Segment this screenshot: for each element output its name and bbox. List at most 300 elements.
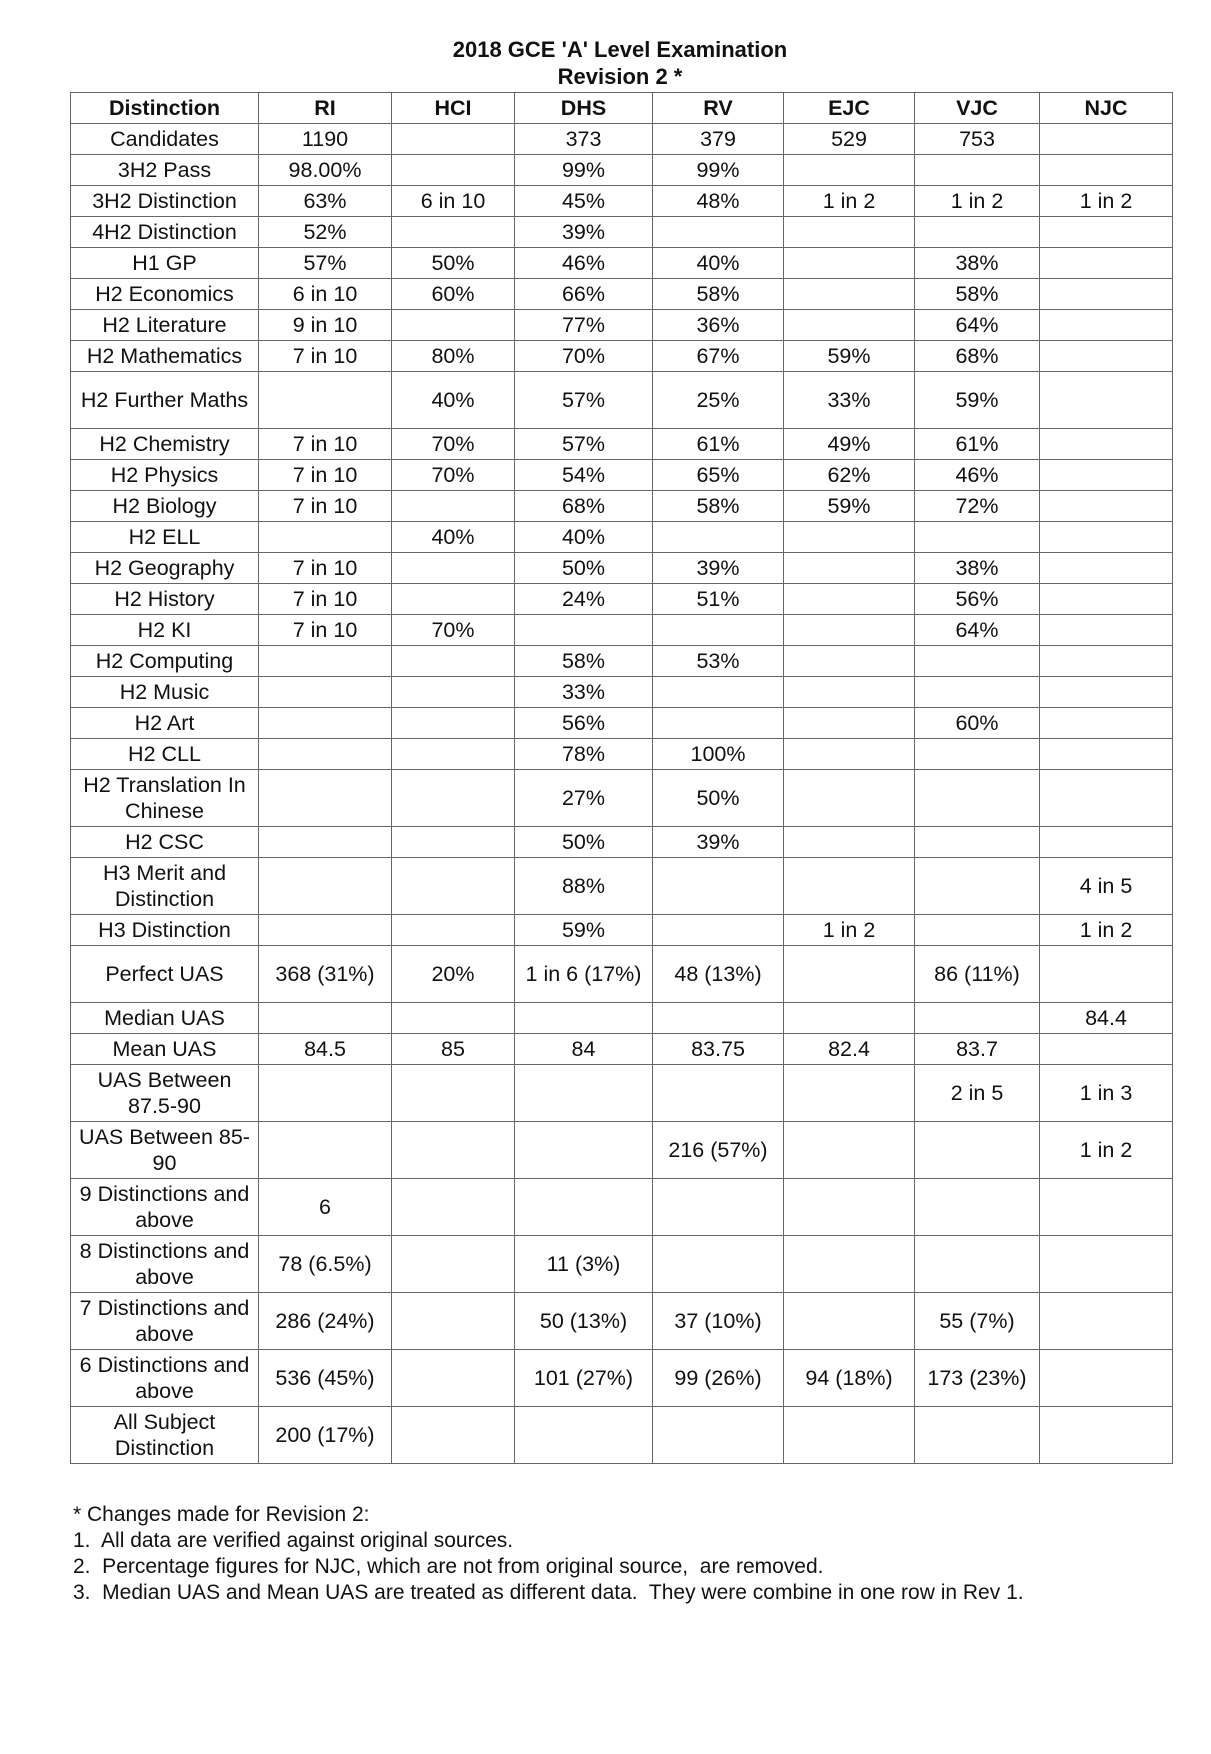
table-cell: [392, 1293, 515, 1350]
table-cell: [915, 646, 1040, 677]
row-label: H2 CSC: [71, 827, 259, 858]
row-label: H2 Physics: [71, 460, 259, 491]
table-cell: [1040, 1350, 1173, 1407]
table-cell: 6 in 10: [259, 279, 392, 310]
table-cell: [392, 1065, 515, 1122]
table-cell: [1040, 584, 1173, 615]
table-cell: 59%: [784, 341, 915, 372]
row-label: H2 Further Maths: [71, 372, 259, 429]
table-cell: 80%: [392, 341, 515, 372]
table-cell: 63%: [259, 186, 392, 217]
table-row: [71, 341, 1173, 372]
column-header-ri: RI: [259, 93, 392, 124]
table-cell: [515, 1003, 653, 1034]
table-cell: 7 in 10: [259, 553, 392, 584]
table-cell: 45%: [515, 186, 653, 217]
table-cell: 72%: [915, 491, 1040, 522]
table-cell: [784, 1122, 915, 1179]
table-cell: 1 in 2: [784, 186, 915, 217]
table-cell: [392, 155, 515, 186]
table-cell: [915, 739, 1040, 770]
table-cell: [653, 1236, 784, 1293]
table-cell: 200 (17%): [259, 1407, 392, 1464]
table-cell: 70%: [392, 460, 515, 491]
table-row: [71, 124, 1173, 155]
table-cell: 6: [259, 1179, 392, 1236]
table-row: [71, 1122, 1173, 1179]
table-cell: [653, 677, 784, 708]
table-cell: 37 (10%): [653, 1293, 784, 1350]
table-cell: [1040, 646, 1173, 677]
table-cell: [392, 1236, 515, 1293]
document-subtitle: Revision 2 *: [557, 64, 683, 89]
note-item: 3. Median UAS and Mean UAS are treated as different data. They were combine in one row in Rev 1.: [73, 1581, 1024, 1604]
table-cell: 100%: [653, 739, 784, 770]
table-cell: [1040, 460, 1173, 491]
table-cell: 57%: [515, 429, 653, 460]
table-cell: 86 (11%): [915, 946, 1040, 1003]
table-cell: 2 in 5: [915, 1065, 1040, 1122]
row-label: 9 Distinctions and above: [71, 1179, 259, 1236]
row-label: 3H2 Distinction: [71, 186, 259, 217]
note-item: 1. All data are verified against original sources.: [73, 1529, 514, 1552]
table-cell: [392, 584, 515, 615]
table-cell: 50%: [515, 553, 653, 584]
table-cell: 55 (7%): [915, 1293, 1040, 1350]
table-cell: 36%: [653, 310, 784, 341]
table-cell: 1 in 2: [784, 915, 915, 946]
table-cell: [392, 1122, 515, 1179]
table-cell: 50%: [653, 770, 784, 827]
table-cell: [392, 310, 515, 341]
table-cell: 99%: [653, 155, 784, 186]
table-cell: [392, 770, 515, 827]
table-cell: [784, 155, 915, 186]
table-cell: 99%: [515, 155, 653, 186]
table-cell: 40%: [392, 522, 515, 553]
table-cell: 67%: [653, 341, 784, 372]
table-cell: 83.7: [915, 1034, 1040, 1065]
table-row: [71, 186, 1173, 217]
table-cell: [259, 915, 392, 946]
table-cell: [915, 858, 1040, 915]
table-cell: [784, 279, 915, 310]
table-cell: [392, 217, 515, 248]
table-cell: 48 (13%): [653, 946, 784, 1003]
table-cell: 173 (23%): [915, 1350, 1040, 1407]
table-cell: [1040, 279, 1173, 310]
row-label: H2 Literature: [71, 310, 259, 341]
table-cell: 50%: [392, 248, 515, 279]
table-cell: 33%: [784, 372, 915, 429]
column-header-dhs: DHS: [515, 93, 653, 124]
table-cell: 49%: [784, 429, 915, 460]
table-cell: [784, 522, 915, 553]
column-header-njc: NJC: [1040, 93, 1173, 124]
row-label: H2 History: [71, 584, 259, 615]
table-cell: [915, 522, 1040, 553]
table-cell: [784, 1293, 915, 1350]
table-cell: 373: [515, 124, 653, 155]
row-label: H2 ELL: [71, 522, 259, 553]
table-cell: 48%: [653, 186, 784, 217]
table-cell: 52%: [259, 217, 392, 248]
table-cell: [915, 217, 1040, 248]
table-row: [71, 1179, 1173, 1236]
table-cell: [915, 827, 1040, 858]
row-label: 4H2 Distinction: [71, 217, 259, 248]
table-cell: [392, 827, 515, 858]
row-label: UAS Between 87.5-90: [71, 1065, 259, 1122]
table-cell: [653, 1407, 784, 1464]
table-cell: 7 in 10: [259, 341, 392, 372]
document-title: 2018 GCE 'A' Level Examination: [452, 37, 788, 62]
table-row: [71, 584, 1173, 615]
table-cell: [515, 1065, 653, 1122]
table-cell: [1040, 341, 1173, 372]
table-cell: [1040, 827, 1173, 858]
row-label: Mean UAS: [71, 1034, 259, 1065]
row-label: H2 Chemistry: [71, 429, 259, 460]
table-cell: 7 in 10: [259, 615, 392, 646]
row-label: H2 CLL: [71, 739, 259, 770]
table-row: [71, 155, 1173, 186]
table-cell: [1040, 553, 1173, 584]
table-cell: 1190: [259, 124, 392, 155]
table-cell: [653, 915, 784, 946]
table-cell: [784, 615, 915, 646]
table-cell: [915, 770, 1040, 827]
table-cell: [392, 739, 515, 770]
table-cell: [259, 1003, 392, 1034]
row-label: UAS Between 85-90: [71, 1122, 259, 1179]
table-cell: [784, 584, 915, 615]
table-cell: [259, 372, 392, 429]
table-row: [71, 1034, 1173, 1065]
row-label: 3H2 Pass: [71, 155, 259, 186]
table-cell: [1040, 491, 1173, 522]
table-cell: 6 in 10: [392, 186, 515, 217]
column-header-hci: HCI: [392, 93, 515, 124]
results-table: [70, 92, 1173, 1464]
table-cell: 64%: [915, 615, 1040, 646]
table-cell: [259, 827, 392, 858]
table-cell: 58%: [515, 646, 653, 677]
table-cell: 24%: [515, 584, 653, 615]
table-cell: 7 in 10: [259, 491, 392, 522]
table-row: [71, 1293, 1173, 1350]
table-cell: 536 (45%): [259, 1350, 392, 1407]
table-cell: [784, 553, 915, 584]
table-cell: 57%: [515, 372, 653, 429]
table-cell: [915, 1236, 1040, 1293]
row-label: 7 Distinctions and above: [71, 1293, 259, 1350]
table-cell: [784, 310, 915, 341]
table-row: [71, 827, 1173, 858]
table-cell: 84.4: [1040, 1003, 1173, 1034]
table-row: [71, 372, 1173, 429]
table-cell: 78 (6.5%): [259, 1236, 392, 1293]
table-cell: [392, 1003, 515, 1034]
table-cell: [784, 858, 915, 915]
row-label: H2 Translation In Chinese: [71, 770, 259, 827]
table-cell: 84.5: [259, 1034, 392, 1065]
table-cell: 1 in 2: [915, 186, 1040, 217]
table-cell: 59%: [784, 491, 915, 522]
table-cell: [915, 915, 1040, 946]
table-cell: 39%: [653, 827, 784, 858]
table-cell: 64%: [915, 310, 1040, 341]
table-cell: 53%: [653, 646, 784, 677]
table-cell: 82.4: [784, 1034, 915, 1065]
table-cell: 70%: [515, 341, 653, 372]
table-cell: [259, 522, 392, 553]
row-label: 8 Distinctions and above: [71, 1236, 259, 1293]
row-label: H2 Economics: [71, 279, 259, 310]
table-cell: [784, 248, 915, 279]
table-cell: [1040, 522, 1173, 553]
table-cell: 78%: [515, 739, 653, 770]
table-cell: 57%: [259, 248, 392, 279]
table-row: [71, 217, 1173, 248]
table-cell: 59%: [515, 915, 653, 946]
table-cell: [1040, 155, 1173, 186]
table-cell: [1040, 429, 1173, 460]
table-cell: 4 in 5: [1040, 858, 1173, 915]
table-cell: 98.00%: [259, 155, 392, 186]
table-cell: [259, 1122, 392, 1179]
table-cell: [653, 708, 784, 739]
table-row: [71, 946, 1173, 1003]
table-cell: 56%: [915, 584, 1040, 615]
table-row: [71, 460, 1173, 491]
table-cell: 68%: [915, 341, 1040, 372]
table-cell: 70%: [392, 615, 515, 646]
table-cell: [259, 770, 392, 827]
table-cell: 65%: [653, 460, 784, 491]
table-row: [71, 310, 1173, 341]
table-row: [71, 522, 1173, 553]
table-cell: [392, 677, 515, 708]
table-cell: 50%: [515, 827, 653, 858]
row-label: H2 Biology: [71, 491, 259, 522]
row-label: H2 KI: [71, 615, 259, 646]
table-row: [71, 739, 1173, 770]
table-cell: [784, 1179, 915, 1236]
table-cell: [392, 915, 515, 946]
table-cell: 286 (24%): [259, 1293, 392, 1350]
table-cell: [392, 646, 515, 677]
table-cell: 60%: [915, 708, 1040, 739]
table-row: [71, 615, 1173, 646]
row-label: All Subject Distinction: [71, 1407, 259, 1464]
table-cell: [392, 553, 515, 584]
table-cell: 33%: [515, 677, 653, 708]
table-cell: 20%: [392, 946, 515, 1003]
table-cell: 11 (3%): [515, 1236, 653, 1293]
table-cell: [784, 677, 915, 708]
table-cell: 50 (13%): [515, 1293, 653, 1350]
table-cell: [653, 858, 784, 915]
table-cell: [784, 1236, 915, 1293]
table-cell: [784, 827, 915, 858]
table-cell: 61%: [915, 429, 1040, 460]
table-cell: 60%: [392, 279, 515, 310]
table-cell: 379: [653, 124, 784, 155]
table-row: [71, 279, 1173, 310]
table-cell: 40%: [653, 248, 784, 279]
table-cell: [1040, 1236, 1173, 1293]
table-cell: 66%: [515, 279, 653, 310]
table-row: [71, 491, 1173, 522]
column-header-distinction: Distinction: [71, 93, 259, 124]
row-label: H3 Distinction: [71, 915, 259, 946]
table-cell: [915, 1179, 1040, 1236]
table-row: [71, 708, 1173, 739]
table-cell: [259, 677, 392, 708]
table-cell: 39%: [515, 217, 653, 248]
table-row: [71, 677, 1173, 708]
table-cell: 7 in 10: [259, 584, 392, 615]
table-row: [71, 770, 1173, 827]
table-cell: 68%: [515, 491, 653, 522]
table-cell: [915, 1003, 1040, 1034]
table-cell: [1040, 124, 1173, 155]
table-cell: [784, 217, 915, 248]
table-row: [71, 1350, 1173, 1407]
table-cell: 1 in 2: [1040, 915, 1173, 946]
table-cell: [1040, 248, 1173, 279]
table-cell: [784, 708, 915, 739]
table-cell: [653, 1003, 784, 1034]
table-cell: [1040, 1407, 1173, 1464]
table-cell: 77%: [515, 310, 653, 341]
table-cell: [1040, 1179, 1173, 1236]
table-cell: 46%: [915, 460, 1040, 491]
table-row: [71, 429, 1173, 460]
table-cell: [259, 858, 392, 915]
table-cell: 58%: [653, 279, 784, 310]
table-cell: [1040, 946, 1173, 1003]
table-cell: 84: [515, 1034, 653, 1065]
table-cell: [1040, 372, 1173, 429]
table-cell: [784, 770, 915, 827]
table-cell: [515, 1179, 653, 1236]
column-header-rv: RV: [653, 93, 784, 124]
table-cell: [259, 646, 392, 677]
table-cell: [653, 522, 784, 553]
table-cell: 56%: [515, 708, 653, 739]
table-row: [71, 915, 1173, 946]
table-cell: 101 (27%): [515, 1350, 653, 1407]
row-label: Perfect UAS: [71, 946, 259, 1003]
table-cell: 85: [392, 1034, 515, 1065]
row-label: H3 Merit and Distinction: [71, 858, 259, 915]
table-cell: 94 (18%): [784, 1350, 915, 1407]
table-cell: 51%: [653, 584, 784, 615]
table-cell: 7 in 10: [259, 460, 392, 491]
table-row: [71, 646, 1173, 677]
table-cell: 58%: [653, 491, 784, 522]
table-cell: [784, 739, 915, 770]
table-cell: [515, 615, 653, 646]
table-cell: [392, 1179, 515, 1236]
row-label: H1 GP: [71, 248, 259, 279]
table-cell: 27%: [515, 770, 653, 827]
table-cell: 7 in 10: [259, 429, 392, 460]
table-cell: [1040, 708, 1173, 739]
column-header-vjc: VJC: [915, 93, 1040, 124]
table-row: [71, 248, 1173, 279]
table-cell: 1 in 3: [1040, 1065, 1173, 1122]
row-label: H2 Music: [71, 677, 259, 708]
table-cell: [784, 1407, 915, 1464]
table-cell: [392, 708, 515, 739]
table-cell: [515, 1122, 653, 1179]
table-cell: [1040, 677, 1173, 708]
column-header-ejc: EJC: [784, 93, 915, 124]
row-label: H2 Art: [71, 708, 259, 739]
notes-heading: * Changes made for Revision 2:: [73, 1503, 370, 1526]
table-row: [71, 858, 1173, 915]
row-label: H2 Mathematics: [71, 341, 259, 372]
table-header-row: [71, 93, 1173, 124]
table-cell: [1040, 739, 1173, 770]
table-row: [71, 1407, 1173, 1464]
table-cell: 753: [915, 124, 1040, 155]
table-cell: [259, 739, 392, 770]
table-cell: [784, 1065, 915, 1122]
row-label: Candidates: [71, 124, 259, 155]
table-cell: [392, 1350, 515, 1407]
table-cell: 38%: [915, 248, 1040, 279]
table-cell: [915, 1122, 1040, 1179]
table-cell: 61%: [653, 429, 784, 460]
table-cell: 70%: [392, 429, 515, 460]
table-row: [71, 1065, 1173, 1122]
table-row: [71, 1236, 1173, 1293]
table-cell: [915, 155, 1040, 186]
table-row: [71, 1003, 1173, 1034]
table-cell: 1 in 6 (17%): [515, 946, 653, 1003]
table-cell: 83.75: [653, 1034, 784, 1065]
table-cell: [784, 946, 915, 1003]
table-cell: [1040, 1034, 1173, 1065]
revision-notes: [73, 1502, 1024, 1606]
table-cell: [515, 1407, 653, 1464]
table-cell: [392, 1407, 515, 1464]
table-cell: [653, 1065, 784, 1122]
table-cell: [392, 491, 515, 522]
table-row: [71, 553, 1173, 584]
table-cell: 216 (57%): [653, 1122, 784, 1179]
table-cell: 9 in 10: [259, 310, 392, 341]
table-cell: [653, 217, 784, 248]
table-cell: [392, 858, 515, 915]
table-cell: 46%: [515, 248, 653, 279]
table-cell: [1040, 310, 1173, 341]
table-cell: [1040, 615, 1173, 646]
table-cell: 99 (26%): [653, 1350, 784, 1407]
table-cell: 58%: [915, 279, 1040, 310]
table-cell: 88%: [515, 858, 653, 915]
table-cell: 59%: [915, 372, 1040, 429]
table-cell: [259, 708, 392, 739]
table-cell: 62%: [784, 460, 915, 491]
row-label: H2 Computing: [71, 646, 259, 677]
row-label: 6 Distinctions and above: [71, 1350, 259, 1407]
table-cell: 38%: [915, 553, 1040, 584]
